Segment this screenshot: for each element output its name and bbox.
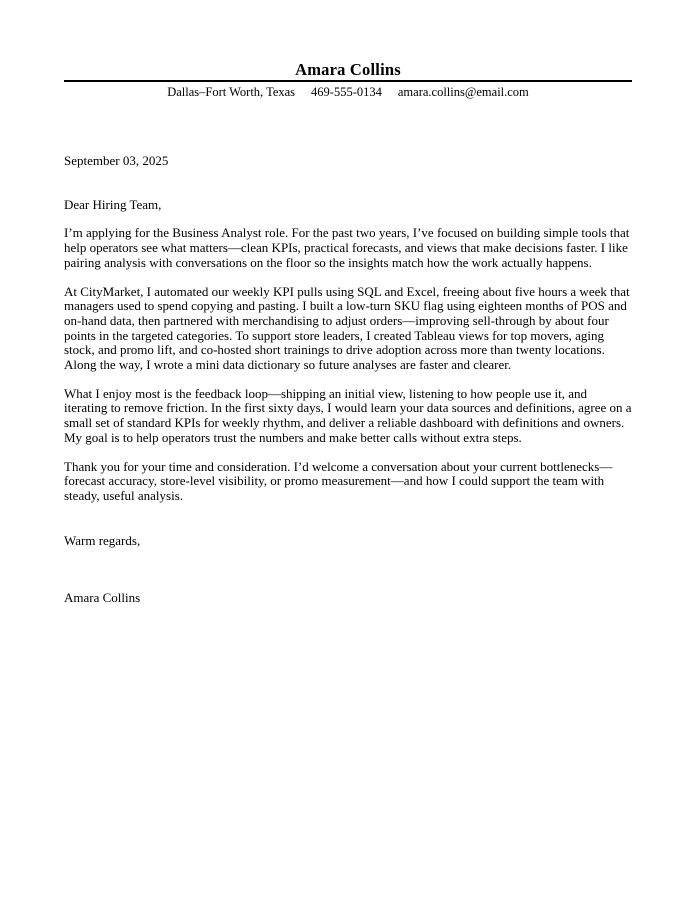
letter-closing: Warm regards, — [64, 532, 141, 548]
contact-email: amara.collins@email.com — [397, 85, 529, 99]
letter-paragraph-experience: At CityMarket, I automated our weekly KPI pulls using SQL and Excel, freeing about five hours a week that managers used to spend copying and pasting. I built a low-turn SKU flag using eighteen months of POS and on-hand data, then partnered with merchandising to adjust orders—improving sell-through by about four points in the targeted categories. To support store leaders, I created Tableau views for top movers, aging stock, and promo lift, and co-hosted short trainings to drive adoption across more than twenty locations. Along the way, I wrote a mini data dictionary so future analyses are faster and clearer. — [64, 283, 630, 373]
letter-body — [64, 154, 632, 606]
letter-signature: Amara Collins — [64, 590, 141, 606]
letter-date: September 03, 2025 — [64, 153, 169, 168]
header-rule — [64, 80, 632, 82]
contact-location: Dallas–Fort Worth, Texas — [167, 85, 296, 99]
letter-paragraph-thanks: Thank you for your time and consideration. I’d welcome a conversation about your current bottlenecks—forecast accuracy, store-level visibility, or promo measurement—and how I could support the team with steady, useful analysis. — [64, 458, 613, 503]
letter-greeting: Dear Hiring Team, — [64, 196, 162, 212]
header-name: Amara Collins — [295, 60, 401, 79]
contact-line — [64, 85, 632, 99]
letter-header — [64, 61, 632, 99]
contact-phone: 469-555-0134 — [311, 85, 382, 99]
letter-paragraph-intro: I’m applying for the Business Analyst role. For the past two years, I’ve focused on building simple tools that help operators see what matters—clean KPIs, practical forecasts, and views that make decisions faster. I like pairing analysis with conversations on the floor so the insights match how the work actually happens. — [64, 225, 630, 270]
letter-paragraph-approach: What I enjoy most is the feedback loop—shipping an initial view, listening to how people use it, and iterating to remove friction. In the first sixty days, I would learn your data sources and definitions, agree on a small set of standard KPIs for weekly rhythm, and deliver a reliable dashboard with definitions and owners. My goal is to help operators trust the numbers and make better calls without extra steps. — [64, 385, 632, 445]
